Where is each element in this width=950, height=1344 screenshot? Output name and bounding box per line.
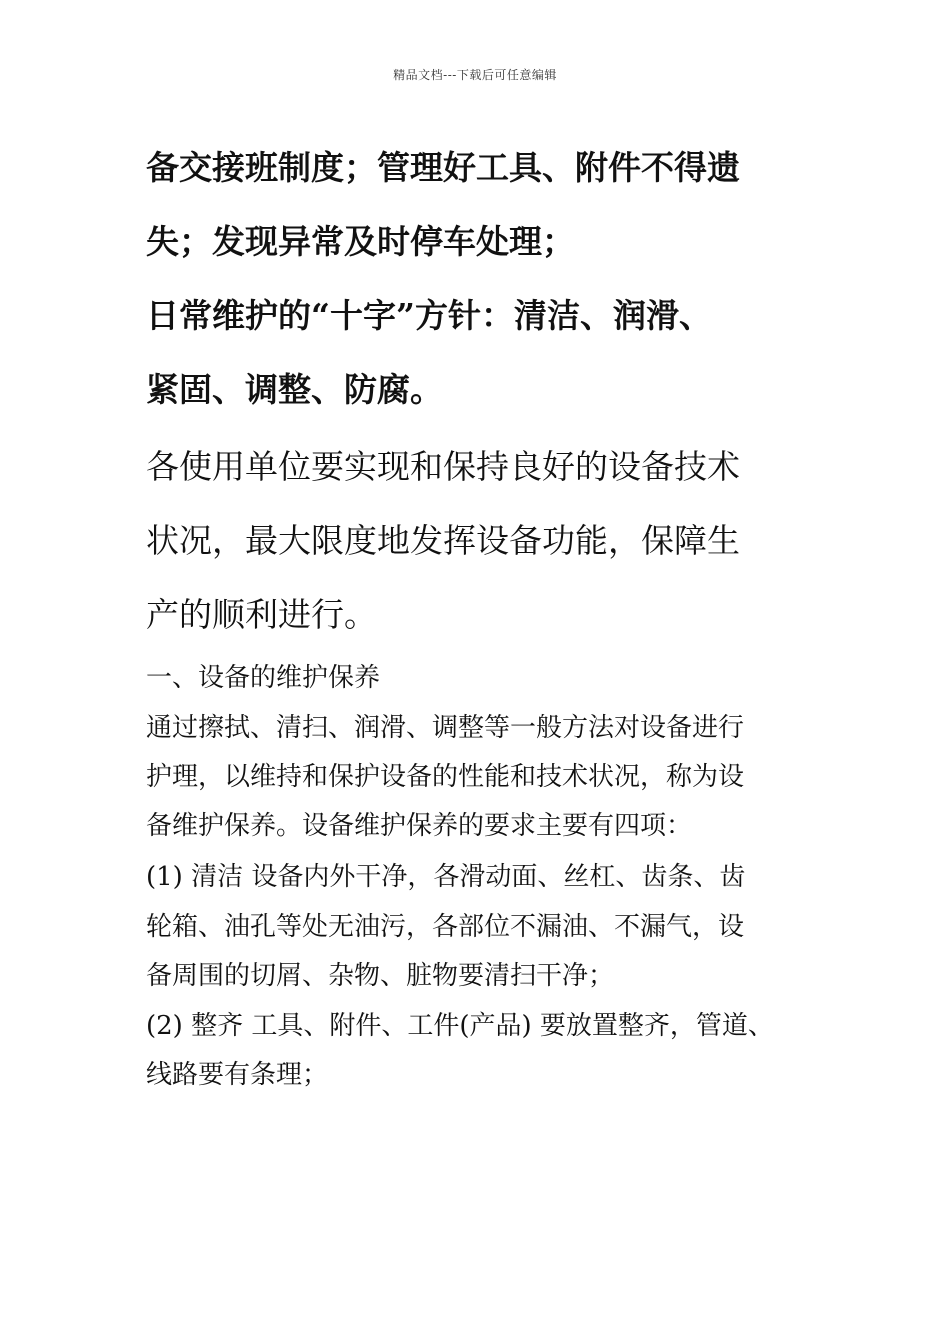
body-line-1: 通过擦拭、清扫、润滑、调整等一般方法对设备进行 [146, 713, 745, 743]
large-line-2: 状况，最大限度地发挥设备功能，保障生 [146, 521, 740, 560]
body-line-2: 护理，以维持和保护设备的性能和技术状况，称为设 [146, 762, 745, 792]
large-line-1: 各使用单位要实现和保持良好的设备技术 [146, 447, 740, 486]
large-line-3: 产的顺利进行。 [146, 595, 377, 634]
bold-line-1: 备交接班制度；管理好工具、附件不得遗 [146, 148, 740, 187]
body-line-6: 备周围的切屑、杂物、脏物要清扫干净； [146, 961, 615, 991]
bold-line-2: 失；发现异常及时停车处理； [146, 222, 575, 261]
body-line-7: (2) 整齐 工具、附件、工件(产品) 要放置整齐，管道、 [146, 1011, 774, 1041]
bold-line-3: 日常维护的“十字”方针：清洁、润滑、 [146, 296, 712, 335]
body-line-8: 线路要有条理； [146, 1060, 329, 1090]
body-line-4: (1) 清洁 设备内外干净，各滑动面、丝杠、齿条、齿 [146, 862, 746, 892]
page-header: 精品文档---下载后可任意编辑 [393, 68, 557, 82]
body-line-3: 备维护保养。设备维护保养的要求主要有四项： [146, 811, 693, 841]
section-heading: 一、设备的维护保养 [146, 663, 381, 693]
body-line-5: 轮箱、油孔等处无油污，各部位不漏油、不漏气，设 [146, 912, 745, 942]
bold-line-4: 紧固、调整、防腐。 [146, 370, 443, 409]
